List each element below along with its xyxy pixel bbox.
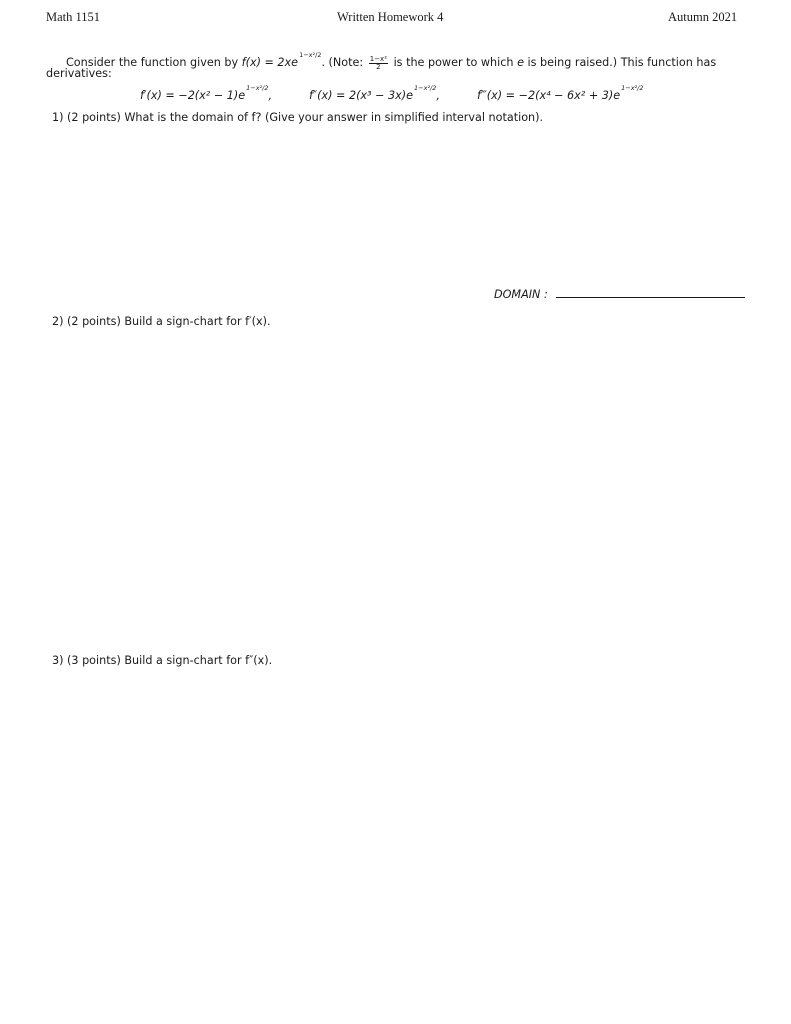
question-3 <box>52 654 272 667</box>
question-1 <box>52 111 543 124</box>
third-derivative-exponent: 1−x²/2 <box>621 84 644 92</box>
intro-line <box>66 51 716 71</box>
page-title: Written Homework 4 <box>337 10 444 24</box>
domain-answer-line[interactable] <box>556 297 745 298</box>
first-derivative-exponent: 1−x²/2 <box>246 84 269 92</box>
second-derivative-exponent: 1−x²/2 <box>414 84 437 92</box>
note-e: e <box>517 56 524 69</box>
second-derivative-expr: f″(x) = 2(x³ − 3x)e <box>309 89 414 102</box>
course-label: Math 1151 <box>46 10 101 24</box>
note-text: is the power to which <box>393 56 514 69</box>
intro-lead: Consider the function given by <box>66 56 239 69</box>
function-definition: f(x) = 2xe <box>241 56 299 69</box>
question-3-text: Build a sign-chart for f″(x). <box>124 654 273 667</box>
question-3-points: (3 points) <box>67 654 121 667</box>
question-1-points: (2 points) <box>67 111 121 124</box>
function-exponent: 1−x²/2 <box>299 51 322 59</box>
second-derivative-sep: , <box>436 89 440 102</box>
first-derivative-expr: f′(x) = −2(x² − 1)e <box>140 89 246 102</box>
question-2 <box>52 315 271 328</box>
term-label: Autumn 2021 <box>668 10 738 24</box>
third-derivative <box>477 84 644 102</box>
question-2-text: Build a sign-chart for f′(x). <box>124 315 271 328</box>
question-1-number: 1) <box>52 111 64 124</box>
first-derivative <box>140 84 272 102</box>
intro-line-2: derivatives: <box>46 67 112 80</box>
note-fraction <box>369 56 388 71</box>
question-2-points: (2 points) <box>67 315 121 328</box>
note-fraction-numerator: 1−x² <box>369 54 388 63</box>
question-1-text: What is the domain of f? (Give your answer in simplified interval notation). <box>124 111 544 124</box>
second-derivative <box>309 84 440 102</box>
domain-label: DOMAIN : <box>494 288 548 301</box>
first-derivative-sep: , <box>268 89 273 102</box>
note-fraction-denominator: 2 <box>376 62 381 71</box>
note-open: . (Note: <box>321 56 364 69</box>
question-2-number: 2) <box>52 315 64 328</box>
note-end: is being raised.) This function has <box>527 56 717 69</box>
third-derivative-expr: f‴(x) = −2(x⁴ − 6x² + 3)e <box>477 89 621 102</box>
question-3-number: 3) <box>52 654 64 667</box>
